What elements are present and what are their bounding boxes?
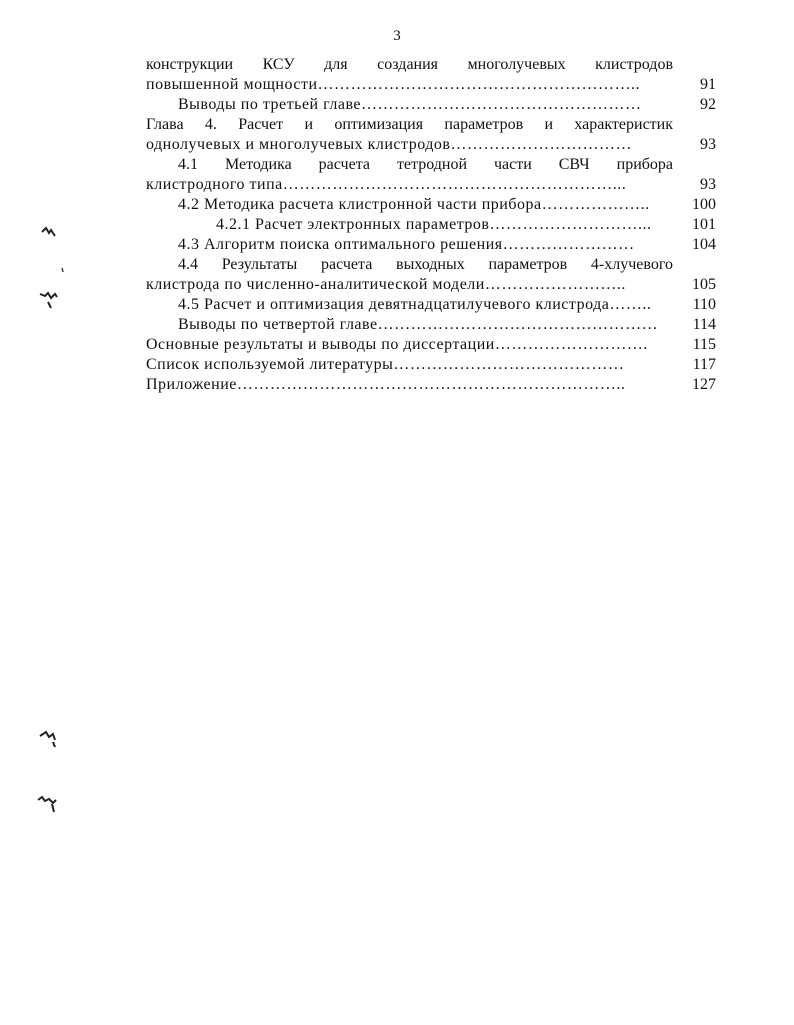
page-number: 3 [393,28,401,44]
toc-entry-page: 93 [700,176,716,193]
toc-entry [146,255,716,275]
toc-entry-page: 100 [692,196,716,213]
toc-entry-page: 105 [692,276,716,293]
toc-entry-line: 4.3 Алгоритм поиска оптимального решения…………………… [178,236,635,253]
toc-entry [146,275,716,295]
toc-entry [146,215,716,235]
toc-entry-page: 110 [692,296,716,313]
toc-entry [146,115,716,135]
toc-entry-line: однолучевых и многолучевых клистродов…………………………… [146,136,632,153]
toc-entry-page: 115 [692,336,716,353]
toc-entry-line: Основные результаты и выводы по диссертации………………………. [146,336,648,353]
toc-entry-line: Список используемой литературы…………………………………… [146,356,625,373]
toc-entry-page: 127 [692,376,716,393]
toc-entry [146,95,716,115]
toc-entry-line: Выводы по четвертой главе…………………………………………… [178,316,659,333]
toc-entry-line: 4.2 Методика расчета клистронной части прибора……………….. [178,196,650,213]
toc-entry-page: 104 [692,236,716,253]
toc-entry-page: 91 [700,76,716,93]
toc-entry-page: 117 [692,356,716,373]
toc-entry [146,335,716,355]
toc-entry-line: 4.5 Расчет и оптимизация девятнадцатилучевого клистрода…….. [178,296,652,313]
toc-entry-line: повышенной мощности………………………………………………….. [146,76,641,93]
toc-entry [146,155,716,175]
toc-entry [146,375,716,395]
toc-entry-page: 114 [692,316,716,333]
toc-entry [146,295,716,315]
toc-entry-line: клистрода по численно-аналитической модели…………………….. [146,276,626,293]
toc-entry-line: конструкции КСУ для создания многолучевых клистродов [146,56,673,73]
toc-entry-line: Выводы по третьей главе…………………………………………… [178,96,642,113]
toc-entry-page: 101 [692,216,716,233]
margin-scan-marks-icon [0,0,90,820]
toc-entry-page: 92 [700,96,716,113]
toc-entry-line: 4.4 Результаты расчета выходных параметров 4-хлучевого [178,256,673,273]
toc-entry [146,75,716,95]
toc-entry [146,175,716,195]
toc-entry-line: клистродного типа……………………………………………………... [146,176,627,193]
toc-entry-line: Приложение…………………………………………………………….. [146,376,626,393]
table-of-contents [146,55,716,395]
toc-entry-line: 4.2.1 Расчет электронных параметров………………………... [216,216,652,233]
toc-entry-line: Глава 4. Расчет и оптимизация параметров и характеристик [146,116,673,133]
toc-entry-page: 93 [700,136,716,153]
toc-entry-line: 4.1 Методика расчета тетродной части СВЧ прибора [178,156,673,173]
toc-entry [146,55,716,75]
toc-entry [146,235,716,255]
toc-entry [146,355,716,375]
toc-entry [146,195,716,215]
toc-entry [146,315,716,335]
toc-entry [146,135,716,155]
